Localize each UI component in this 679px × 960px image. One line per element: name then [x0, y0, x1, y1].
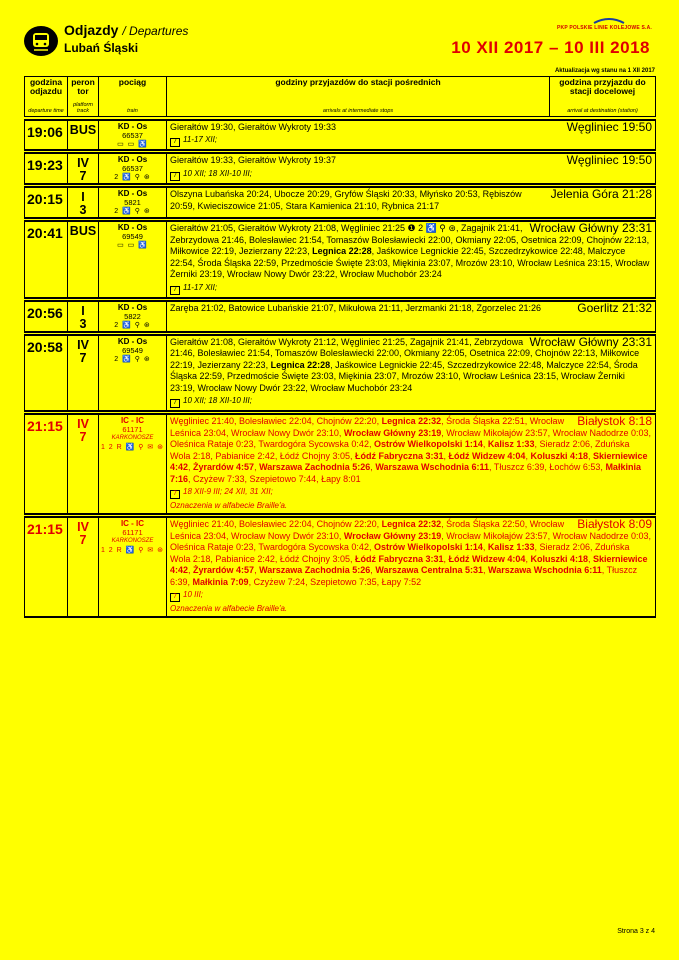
train-category: KD - Os	[117, 155, 148, 164]
calendar-icon: 7	[170, 399, 180, 408]
stops-cell	[167, 187, 656, 218]
train-number: 61171	[122, 528, 143, 537]
validity-note: 7 11-17 XII;	[170, 283, 652, 295]
departure-row	[25, 221, 656, 298]
pkp-logo-icon	[592, 17, 626, 25]
platform-track	[68, 221, 99, 298]
platform: IV	[77, 520, 89, 534]
braille-note: Oznaczenia w alfabecie Braille'a.	[170, 501, 288, 510]
platform-track	[68, 153, 99, 184]
col-stops-header: godziny przyjazdów do stacji pośrednich arrivals at intermediate stops	[167, 77, 550, 117]
train-info	[99, 335, 167, 412]
train-category: IC - IC	[120, 416, 145, 425]
departure-time: 20:58	[25, 335, 68, 412]
col-time-header: godzina odjazdu departure time	[25, 77, 68, 117]
destination: Wrocław Główny 23:31	[529, 221, 652, 235]
destination: Jelenia Góra 21:28	[550, 187, 652, 201]
track: 3	[79, 316, 87, 331]
train-category: KD - Os	[117, 336, 148, 346]
intermediate-stops: Zaręba 21:02, Batowice Lubańskie 21:07, Mikułowa 21:11, Jerzmanki 21:18, Zgorzelec 21:26	[170, 302, 542, 313]
train-number: 66537	[122, 164, 143, 173]
train-icon	[24, 26, 58, 56]
train-name: KARKONOSZE	[111, 538, 154, 544]
track: 7	[79, 430, 87, 444]
track: 3	[79, 203, 87, 217]
platform: I	[81, 190, 85, 204]
train-category: IC - IC	[120, 519, 145, 528]
platform-track	[68, 120, 99, 151]
amenity-icons: ▭ ▭ ♿	[117, 140, 148, 148]
operator-label: PKP POLSKIE LINIE KOLEJOWE S.A.	[556, 25, 652, 31]
update-note: Aktualizacja wg stanu na 1 XII 2017	[554, 68, 655, 74]
departure-time: 20:56	[25, 301, 68, 332]
departure-row	[25, 153, 656, 184]
stops-cell	[167, 153, 656, 184]
destination: Białystok 8:09	[577, 517, 652, 531]
stops-cell	[167, 517, 656, 617]
platform: BUS	[69, 224, 97, 238]
platform: IV	[77, 337, 89, 352]
intermediate-stops: Gierałtów 21:05, Gierałtów Wykroty 21:08, Węgliniec 21:25 ❶ 2 ♿ ⚲ ⊛, Zagajnik 21:41, Zebrzydowa 21:46, Bolesławiec 21:54, Tomaszów Bolesławiecki 22:00, Okmiany 22:05, Osetnica 22:09, Chojnów 22:13, Miłkowice 22:19, Jezierzany 22:23, Legnica 22:28, Jaśkowice Legnickie 22:45, Szczedrzykowice 22:48, Malczyce 22:54, Środa Śląska 22:59, Przedmoście Święte 23:03, Miękinia 23:07, Mrozów 23:10, Wrocław Leśnica 23:15, Wrocław Żerniki 23:19, Wrocław Nowy Dwór 23:22, Wrocław Muchobór 23:24	[170, 223, 650, 279]
calendar-icon: 7	[170, 490, 180, 499]
departure-time: 19:06	[25, 120, 68, 151]
stops-cell	[167, 414, 656, 514]
track: 7	[79, 350, 87, 365]
train-category: KD - Os	[117, 223, 148, 232]
amenity-icons: ▭ ▭ ♿	[117, 242, 148, 249]
train-info	[99, 221, 167, 298]
stops-cell	[167, 120, 656, 151]
train-name: KARKONOSZE	[111, 435, 154, 441]
track: 7	[79, 169, 87, 183]
departures-table	[24, 76, 656, 618]
intermediate-stops: Olszyna Lubańska 20:24, Ubocze 20:29, Gryfów Śląski 20:33, Młyńsko 20:53, Rębiszów 20:59, Kwieciszowice 21:05, Stara Kamienica 21:10, Rybnica 21:17	[170, 189, 522, 211]
intermediate-stops: Węgliniec 21:40, Bolesławiec 22:04, Chojnów 22:20, Legnica 22:32, Środa Śląska 22:51, Wrocław Leśnica 23:04, Wrocław Nowy Dwór 23:10, Wrocław Główny 23:19, Wrocław Mikołajów 23:57, Wrocław Nadodrze 0:03, Oleśnica Rataje 0:23, Twardogóra Sycowska 0:42, Ostrów Wielkopolski 1:14, Kalisz 1:33, Sieradz 2:06, Zduńska Wola 2:18, Pabianice 2:42, Łódź Chojny 3:05, Łódź Fabryczna 3:31, Łódź Widzew 4:04, Koluszki 4:18, Skierniewice 4:42, Żyrardów 4:57, Warszawa Zachodnia 5:26, Warszawa Wschodnia 6:11, Tłuszcz 6:39, Łochów 6:53, Małkinia 7:16, Czyżew 7:33, Szepietowo 7:44, Łapy 8:01	[170, 416, 652, 484]
platform: IV	[77, 417, 89, 431]
validity-period: 10 XII 2017 – 10 III 2018	[451, 38, 650, 57]
amenity-icons: 2 ♿ ⚲ ⊛	[114, 321, 151, 329]
validity-note: 7 10 XII; 18 XII-10 III;	[170, 169, 652, 181]
platform: IV	[77, 156, 89, 170]
platform-track	[68, 187, 99, 218]
platform-track	[68, 335, 99, 412]
train-number: 69549	[122, 345, 143, 355]
amenity-icons: 1 2 R ♿ ⚲ ✉ ⊛	[100, 444, 165, 451]
validity-note: 7 11-17 XII;	[170, 135, 652, 147]
page-number: Strona 3 z 4	[617, 928, 655, 935]
amenity-icons: 2 ♿ ⚲ ⊛	[114, 174, 151, 181]
departure-row	[25, 335, 656, 412]
train-number: 5821	[124, 198, 141, 207]
train-info	[99, 301, 167, 332]
col-platform-header: peron tor platform track	[68, 77, 99, 117]
destination: Węgliniec 19:50	[566, 153, 652, 167]
destination: Wrocław Główny 23:31	[529, 334, 652, 349]
track: 7	[79, 533, 87, 547]
braille-note: Oznaczenia w alfabecie Braille'a.	[170, 604, 288, 613]
platform-track	[68, 414, 99, 514]
calendar-icon: 7	[170, 286, 180, 295]
departure-time: 20:41	[25, 221, 68, 298]
departure-row	[25, 120, 656, 151]
amenity-icons: 2 ♿ ⚲ ⊛	[114, 355, 151, 363]
train-category: KD - Os	[117, 302, 148, 312]
stops-cell	[167, 221, 656, 298]
amenity-icons: 1 2 R ♿ ⚲ ✉ ⊛	[100, 547, 165, 554]
train-info	[99, 517, 167, 617]
stops-cell	[167, 335, 656, 412]
amenity-icons: 2 ♿ ⚲ ⊛	[114, 208, 151, 215]
intermediate-stops: Gierałtów 19:30, Gierałtów Wykroty 19:33	[170, 121, 336, 132]
train-number: 61171	[122, 425, 143, 434]
intermediate-stops: Gierałtów 19:33, Gierałtów Wykroty 19:37	[170, 155, 336, 165]
departure-time: 21:15	[25, 414, 68, 514]
calendar-icon: 7	[170, 138, 180, 147]
platform-track	[68, 301, 99, 332]
train-number: 5822	[124, 311, 141, 321]
intermediate-stops: Gierałtów 21:08, Gierałtów Wykroty 21:12, Węgliniec 21:25, Zagajnik 21:41, Zebrzydowa 21:46, Bolesławiec 21:54, Tomaszów Bolesławiecki 22:00, Okmiany 22:05, Osetnica 22:09, Chojnów 22:13, Miłkowice 22:19, Jezierzany 22:23, Legnica 22:28, Jaśkowice Legnickie 22:45, Szczedrzykowice 22:48, Malczyce 22:54, Środa Śląska 22:59, Przedmoście Święte 23:03, Miękinia 23:07, Mrozów 23:10, Wrocław Leśnica 23:15, Wrocław Żerniki 23:19, Wrocław Nowy Dwór 23:22, Wrocław Muchobór 23:24	[170, 336, 640, 393]
train-info	[99, 414, 167, 514]
train-category: KD - Os	[117, 189, 148, 198]
platform: BUS	[69, 122, 97, 137]
stops-cell	[167, 301, 656, 332]
train-number: 69549	[122, 232, 143, 241]
platform-track	[68, 517, 99, 617]
validity-note: 7 18 XII-9 III; 24 XII, 31 XII;	[170, 487, 652, 499]
validity-note: 7 10 XII; 18 XII-10 III;	[170, 396, 652, 408]
destination: Goerlitz 21:32	[577, 300, 652, 315]
platform: I	[81, 303, 85, 318]
train-info	[99, 153, 167, 184]
departure-time: 20:15	[25, 187, 68, 218]
calendar-icon: 7	[170, 172, 180, 181]
destination: Białystok 8:18	[577, 414, 652, 428]
station-name: Lubań Śląski	[64, 41, 139, 55]
train-number: 66537	[122, 130, 143, 140]
train-info	[99, 187, 167, 218]
train-category: KD - Os	[117, 121, 148, 131]
departure-row	[25, 517, 656, 617]
validity-note: 7 10 III;	[170, 590, 652, 602]
destination: Węgliniec 19:50	[566, 119, 652, 134]
calendar-icon: 7	[170, 593, 180, 602]
page-title: Odjazdy / Departures	[64, 22, 189, 38]
departure-time: 19:23	[25, 153, 68, 184]
departure-row	[25, 414, 656, 514]
page-header	[20, 22, 660, 66]
intermediate-stops: Węgliniec 21:40, Bolesławiec 22:04, Chojnów 22:20, Legnica 22:32, Środa Śląska 22:50, Wrocław Leśnica 23:04, Wrocław Nowy Dwór 23:10, Wrocław Główny 23:19, Wrocław Mikołajów 23:57, Wrocław Nadodrze 0:03, Oleśnica Rataje 0:23, Twardogóra Sycowska 0:42, Ostrów Wielkopolski 1:14, Kalisz 1:33, Sieradz 2:06, Zduńska Wola 2:18, Pabianice 2:42, Łódź Chojny 3:05, Łódź Fabryczna 3:31, Łódź Widzew 4:04, Koluszki 4:18, Skierniewice 4:42, Żyrardów 4:57, Warszawa Zachodnia 5:26, Warszawa Centralna 5:31, Warszawa Wschodnia 6:11, Tłuszcz 6:39, Małkinia 7:09, Czyżew 7:24, Szepietowo 7:35, Łapy 7:52	[170, 519, 652, 587]
train-info	[99, 120, 167, 151]
departure-time: 21:15	[25, 517, 68, 617]
departure-row	[25, 301, 656, 332]
col-dest-header: godzina przyjazdu do stacji docelowej arrival at destination (station)	[550, 77, 656, 117]
departure-row	[25, 187, 656, 218]
col-train-header: pociąg train	[99, 77, 167, 117]
